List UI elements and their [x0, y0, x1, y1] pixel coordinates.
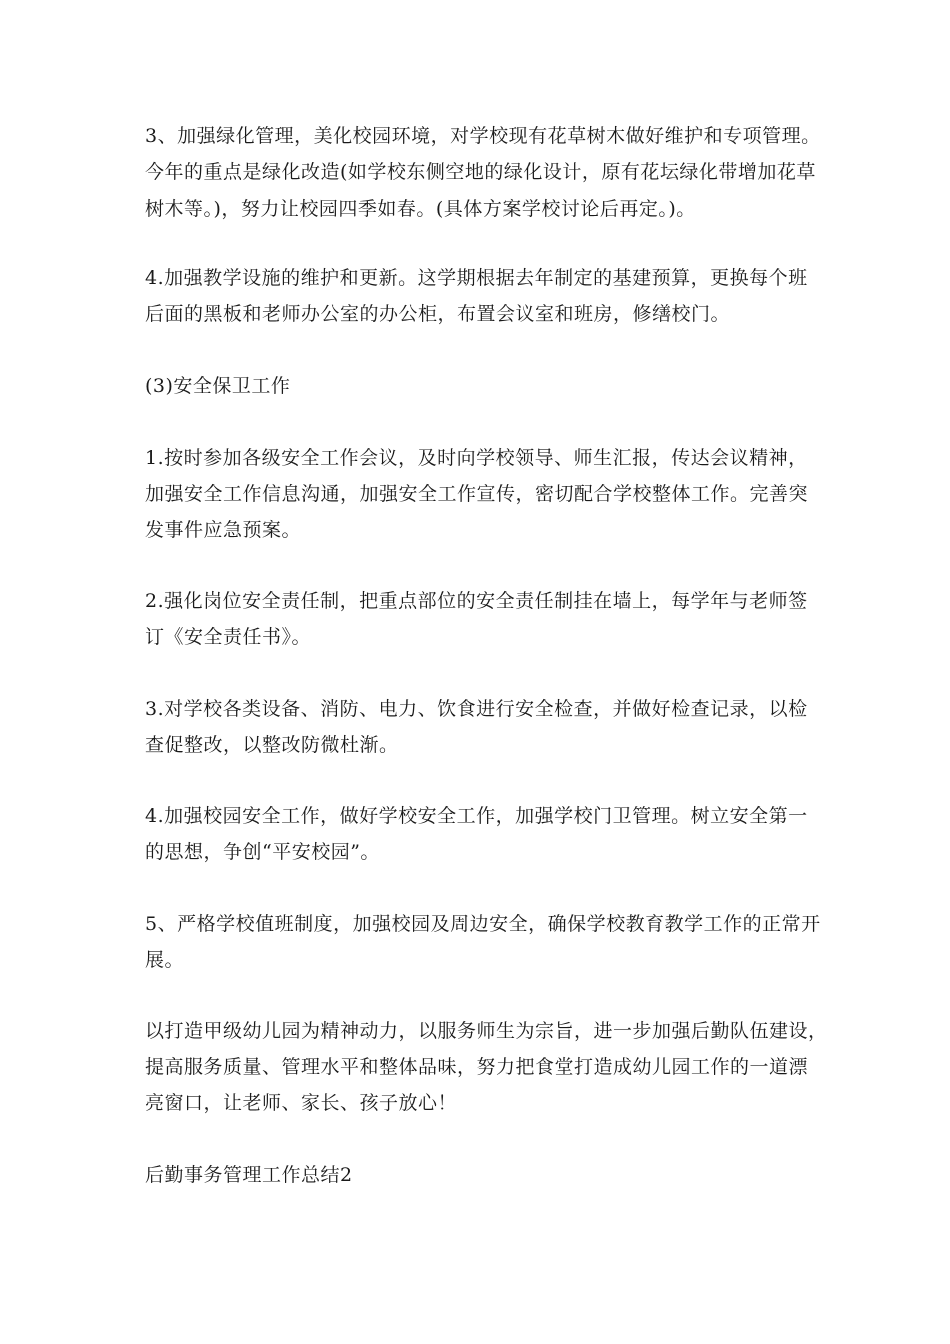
- paragraph-line: 亮窗口，让老师、家长、孩子放心！: [145, 1092, 458, 1114]
- paragraph-line: 4.加强教学设施的维护和更新。这学期根据去年制定的基建预算，更换每个班: [145, 267, 808, 289]
- paragraph-line: 树木等。)，努力让校园四季如春。(具体方案学校讨论后再定。)。: [145, 198, 696, 220]
- paragraph-line: 5、严格学校值班制度，加强校园及周边安全，确保学校教育教学工作的正常开: [145, 913, 821, 935]
- paragraph-line: 后面的黑板和老师办公室的办公柜，布置会议室和班房，修缮校门。: [145, 303, 731, 325]
- paragraph-line: 3.对学校各类设备、消防、电力、饮食进行安全检查，并做好检查记录，以检: [145, 698, 808, 720]
- section-title: 后勤事务管理工作总结2: [145, 1164, 353, 1186]
- paragraph-line: 展。: [145, 949, 185, 971]
- paragraph-line: 3、加强绿化管理，美化校园环境，对学校现有花草树木做好维护和专项管理。: [145, 125, 821, 147]
- section-heading: (3)安全保卫工作: [145, 375, 291, 397]
- paragraph-line: 1.按时参加各级安全工作会议，及时向学校领导、师生汇报，传达会议精神，: [145, 447, 808, 469]
- paragraph-line: 以打造甲级幼儿园为精神动力，以服务师生为宗旨，进一步加强后勤队伍建设，: [145, 1020, 828, 1042]
- paragraph-line: 订《安全责任书》。: [145, 626, 312, 648]
- paragraph-line: 的思想，争创“平安校园”。: [145, 841, 380, 863]
- paragraph-line: 2.强化岗位安全责任制，把重点部位的安全责任制挂在墙上，每学年与老师签: [145, 590, 808, 612]
- paragraph-line: 提高服务质量、管理水平和整体品味，努力把食堂打造成幼儿园工作的一道漂: [145, 1056, 809, 1078]
- paragraph-line: 发事件应急预案。: [145, 519, 302, 541]
- paragraph-line: 加强安全工作信息沟通，加强安全工作宣传，密切配合学校整体工作。完善突: [145, 483, 809, 505]
- paragraph-line: 4.加强校园安全工作，做好学校安全工作，加强学校门卫管理。树立安全第一: [145, 805, 808, 827]
- paragraph-line: 今年的重点是绿化改造(如学校东侧空地的绿化设计，原有花坛绿化带增加花草: [145, 161, 816, 183]
- paragraph-line: 查促整改，以整改防微杜渐。: [145, 734, 399, 756]
